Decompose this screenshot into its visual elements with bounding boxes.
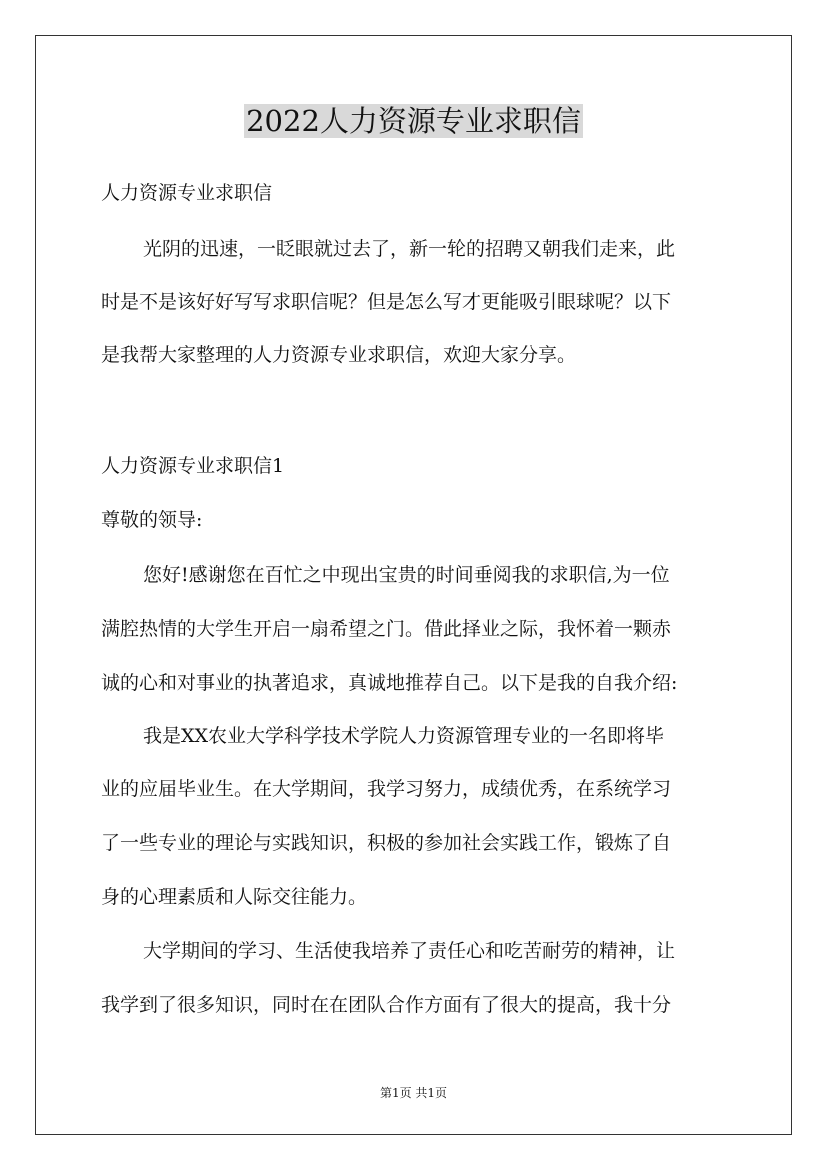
paragraph-line: 大学期间的学习、生活使我培养了责任心和吃苦耐劳的精神，让 — [143, 940, 676, 962]
paragraph-line: 了一些专业的理论与实践知识，积极的参加社会实践工作，锻炼了自 — [101, 832, 672, 854]
paragraph-line: 是我帮大家整理的人力资源专业求职信，欢迎大家分享。 — [101, 344, 577, 366]
letter-heading: 人力资源专业求职信1 — [101, 455, 285, 477]
paragraph-line: 您好!感谢您在百忙之中现出宝贵的时间垂阅我的求职信,为一位 — [143, 564, 670, 586]
paragraph-line: 诚的心和对事业的执著追求，真诚地推荐自己。以下是我的自我介绍: — [101, 672, 678, 694]
section-heading: 人力资源专业求职信 — [101, 182, 273, 204]
paragraph-line: 我是XX农业大学科学技术学院人力资源管理专业的一名即将毕 — [143, 725, 665, 747]
document-title-text: 2022人力资源专业求职信 — [246, 104, 581, 138]
paragraph-line: 光阴的迅速，一眨眼就过去了，新一轮的招聘又朝我们走来，此 — [143, 238, 676, 260]
salutation: 尊敬的领导: — [101, 509, 203, 531]
document-title — [0, 100, 827, 142]
paragraph-line: 时是不是该好好写写求职信呢？但是怎么写才更能吸引眼球呢？以下 — [101, 291, 672, 313]
paragraph-line: 我学到了很多知识，同时在在团队合作方面有了很大的提高，我十分 — [101, 994, 672, 1016]
paragraph-line: 业的应届毕业生。在大学期间，我学习努力，成绩优秀，在系统学习 — [101, 778, 672, 800]
page-number-footer: 第1页 共1页 — [379, 1086, 448, 1100]
paragraph-line: 满腔热情的大学生开启一扇希望之门。借此择业之际，我怀着一颗赤 — [101, 618, 672, 640]
paragraph-line: 身的心理素质和人际交往能力。 — [101, 886, 368, 908]
